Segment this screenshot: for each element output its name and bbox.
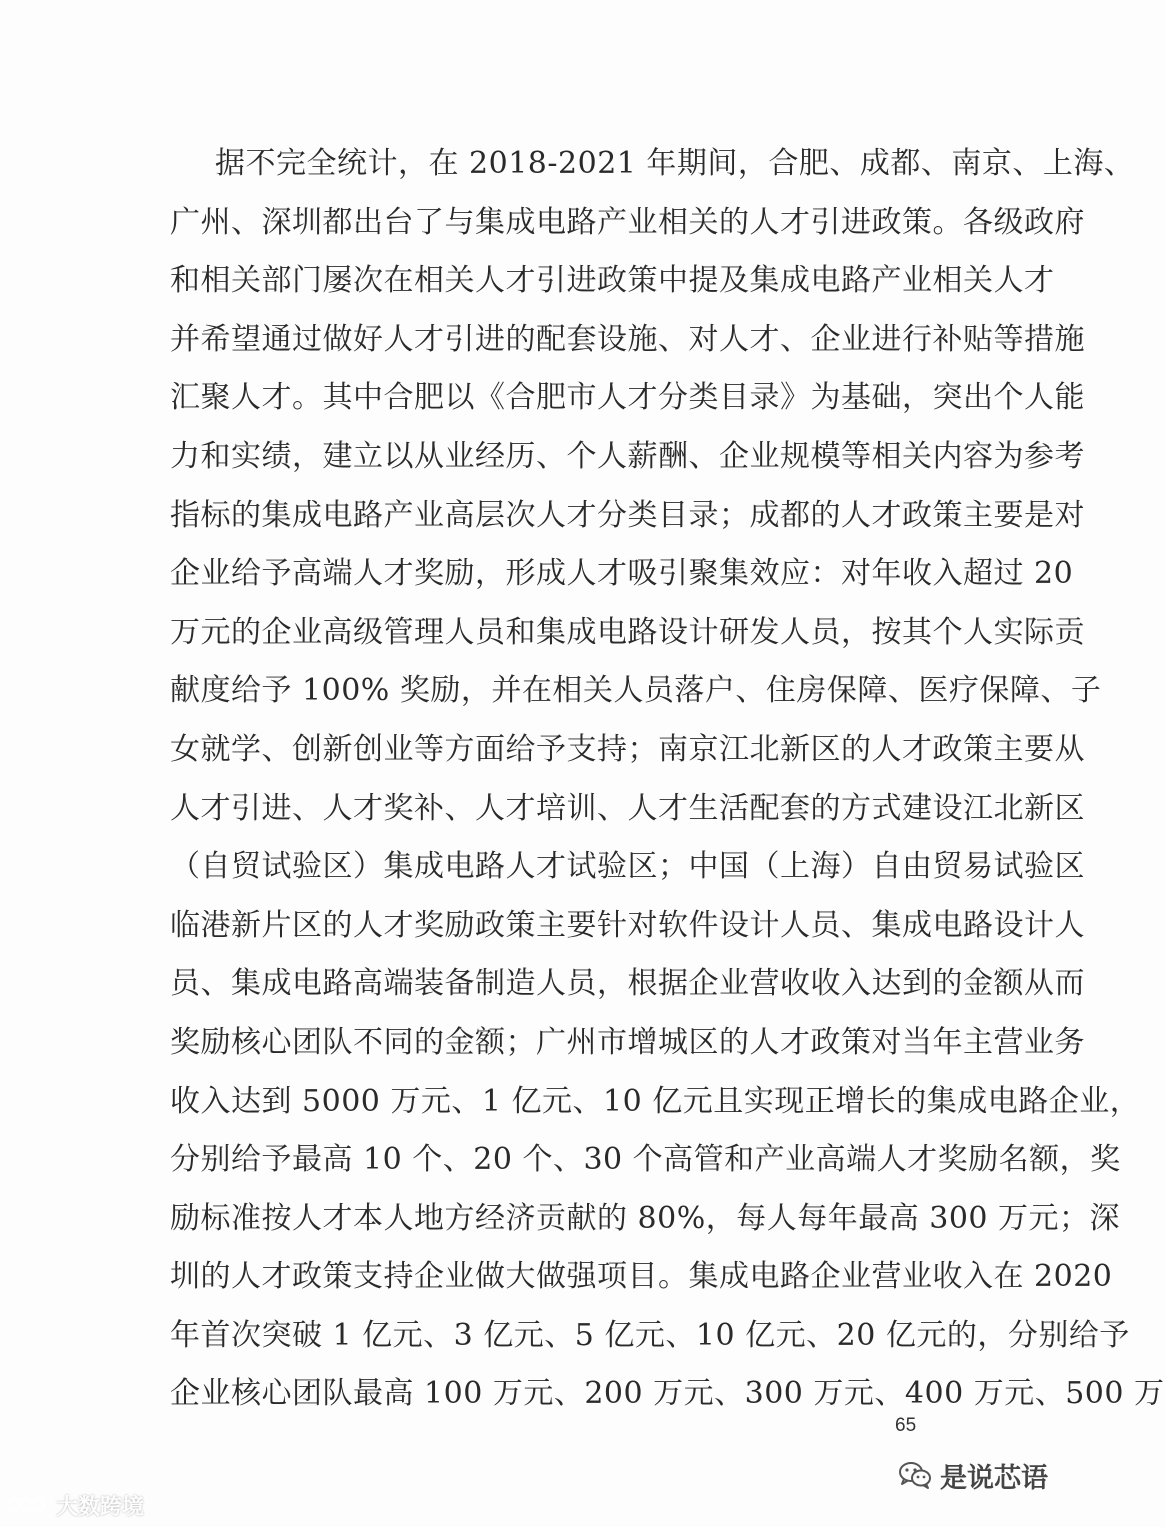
- text-line: 人才引进、人才奖补、人才培训、人才生活配套的方式建设江北新区: [170, 790, 1085, 826]
- text-line: 分别给予最高 10 个、20 个、30 个高管和产业高端人才奖励名额，奖: [170, 1142, 1121, 1178]
- text-line: 励标准按人才本人地方经济贡献的 80%，每人每年最高 300 万元；深: [170, 1200, 1121, 1236]
- text-line: 收入达到 5000 万元、1 亿元、10 亿元且实现正增长的集成电路企业，: [170, 1083, 1141, 1119]
- text-line: 据不完全统计，在 2018-2021 年期间，合肥、成都、南京、上海、: [215, 146, 1135, 181]
- text-line: 奖励核心团队不同的金额；广州市增城区的人才政策对当年主营业务: [170, 1024, 1085, 1060]
- text-line: （自贸试验区）集成电路人才试验区；中国（上海）自由贸易试验区: [170, 849, 1085, 885]
- text-line: 指标的集成电路产业高层次人才分类目录；成都的人才政策主要是对: [170, 497, 1085, 533]
- text-line: 献度给予 100% 奖励，并在相关人员落户、住房保障、医疗保障、子: [170, 673, 1102, 709]
- body-paragraph: [170, 135, 1165, 1424]
- text-line: 万元的企业高级管理人员和集成电路设计研发人员，按其个人实际贡: [170, 614, 1085, 650]
- text-line: 企业给予高端人才奖励，形成人才吸引聚集效应：对年收入超过 20: [170, 556, 1074, 592]
- text-line: 员、集成电路高端装备制造人员，根据企业营收收入达到的金额从而: [170, 966, 1085, 1002]
- wechat-icon: [898, 1461, 932, 1489]
- text-line: 企业核心团队最高 100 万元、200 万元、300 万元、400 万元、500 万: [170, 1376, 1165, 1412]
- text-line: 汇聚人才。其中合肥以《合肥市人才分类目录》为基础，突出个人能: [170, 380, 1085, 416]
- watermark-left: [6, 1490, 144, 1520]
- watermark-left-text: 大数跨境: [56, 1494, 145, 1520]
- page-number: 65: [895, 1415, 917, 1436]
- watermark-right: [898, 1455, 1048, 1495]
- text-line: 女就学、创新创业等方面给予支持；南京江北新区的人才政策主要从: [170, 731, 1085, 767]
- watermark-right-text: 是说芯语: [940, 1462, 1048, 1494]
- text-line: 年首次突破 1 亿元、3 亿元、5 亿元、10 亿元、20 亿元的，分别给予: [170, 1317, 1130, 1353]
- text-line: 临港新片区的人才奖励政策主要针对软件设计人员、集成电路设计人: [170, 907, 1085, 943]
- text-line: 圳的人才政策支持企业做大做强项目。集成电路企业营业收入在 2020: [170, 1259, 1113, 1295]
- text-line: 广州、深圳都出台了与集成电路产业相关的人才引进政策。各级政府: [170, 204, 1085, 240]
- brand-logo-icon: [6, 1494, 50, 1516]
- text-line: 力和实绩，建立以从业经历、个人薪酬、企业规模等相关内容为参考: [170, 438, 1085, 474]
- text-line: 和相关部门屡次在相关人才引进政策中提及集成电路产业相关人才: [170, 263, 1055, 299]
- text-line: 并希望通过做好人才引进的配套设施、对人才、企业进行补贴等措施: [170, 321, 1085, 357]
